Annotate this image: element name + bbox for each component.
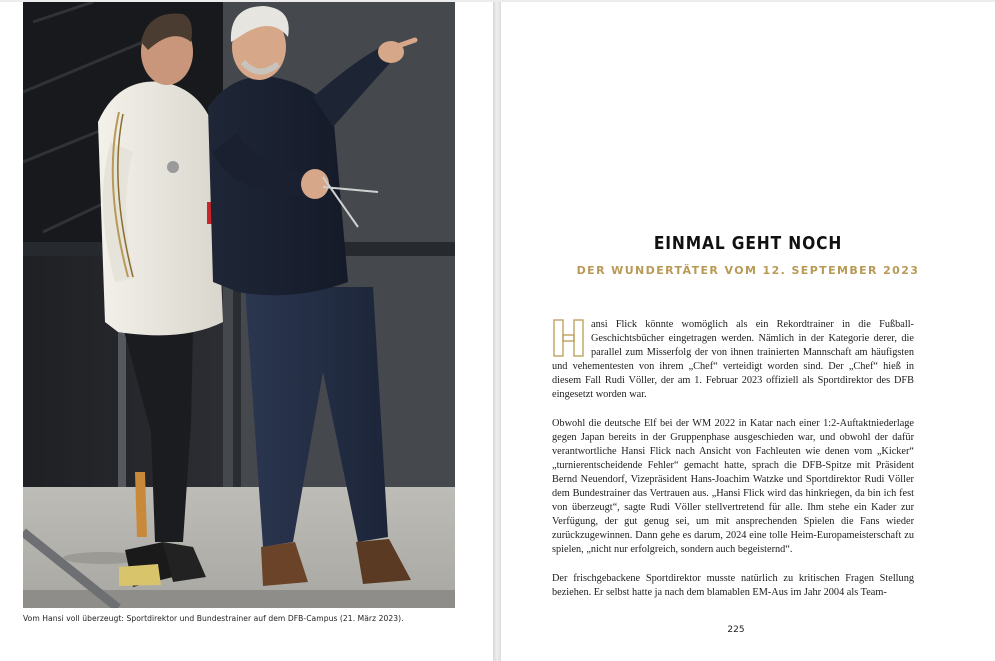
body-text bbox=[552, 318, 914, 614]
paragraph-3: Der frischgebackene Sportdirektor musste natürlich zu kritischen Fragen Stellung beziehen. Er selbst hatte ja nach dem blamablen EM-Aus im Jahr 2004 als Team- bbox=[552, 572, 914, 598]
chapter-title: EINMAL GEHT NOCH bbox=[653, 233, 843, 254]
training-photo bbox=[23, 2, 455, 608]
paragraph-1 bbox=[552, 318, 914, 403]
paragraph-2: Obwohl die deutsche Elf bei der WM 2022 in Katar nach einer 1:2-Auftaktniederlage gegen Japan bereits in der Gruppenphase ausgeschieden war, und obwohl der dafür verantwortliche Hansi Flick nach Ansicht von Fachleuten wie denen vom „Kicker“ „turnierentscheidende Fehler“ gemacht hatte, sprach die DFB-Spitze mit Präsident Bernd Neuendorf, Vizepräsident Hans-Joachim Watzke und Sportdirektor Rudi Völler dem Bundestrainer das Vertrauen aus. „Hansi Flick wird das hinkriegen, da bin ich fest von überzeugt“, sagte Rudi Völler stellvertretend für alle. Ihm stehe ein Kader zur Verfügung, der gut genug sei, um mit ansprechenden Spielen die Fans wieder zurückzugewinnen. Dann gehe es darum, 2024 eine tolle Heim-Europameisterschaft zu spielen, „nicht nur erfolgreich, sondern auch begeisternd“. bbox=[552, 417, 914, 556]
book-gutter bbox=[493, 2, 501, 661]
photo-caption: Vom Hansi voll überzeugt: Sportdirektor und Bundestrainer auf dem DFB-Campus (21. März 2023). bbox=[23, 614, 404, 623]
page-number: 225 bbox=[727, 625, 745, 635]
dropcap-letter bbox=[552, 319, 585, 357]
paragraph-1-text: ansi Flick könnte womöglich als ein Rekordtrainer in die Fußball-Geschichtsbücher eingetragen werden. Nämlich in der Kategorie derer, die parallel zum Misserfolg der von ihnen trainierten Mannschaft am häufigsten und vehementesten von ihrem „Chef“ verteidigt worden sind. Der „Chef“ hieß in diesem Fall Rudi Völler, der am 1. Februar 2023 offiziell als Sportdirektor des DFB eingesetzt worden war. bbox=[552, 319, 914, 401]
chapter-subtitle: DER WUNDERTÄTER VOM 12. SEPTEMBER 2023 bbox=[576, 264, 920, 277]
